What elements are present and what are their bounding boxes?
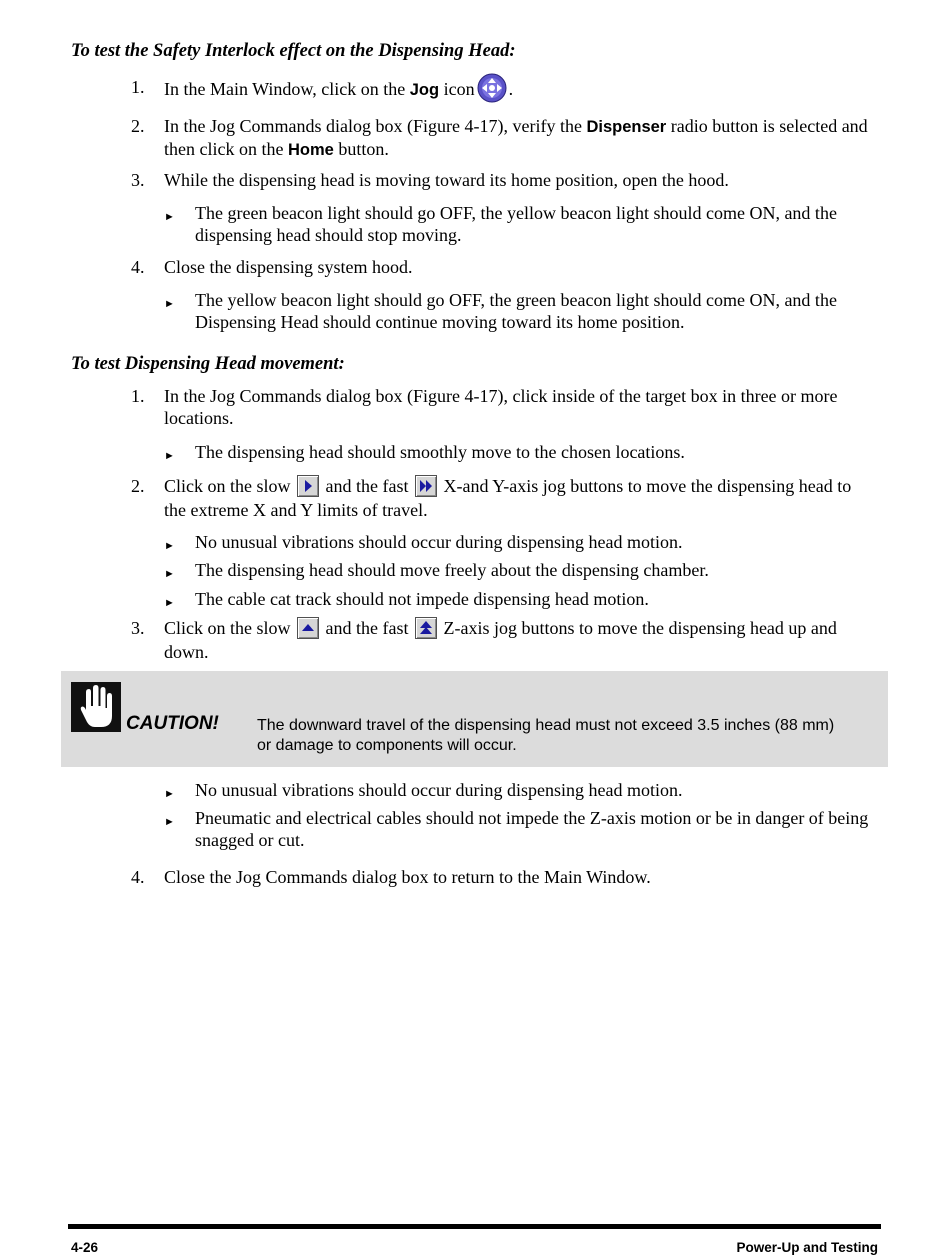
bullet-arrow-icon: ►	[164, 788, 175, 800]
step-number: 4.	[131, 867, 145, 887]
step-number: 2.	[131, 116, 145, 136]
page-number: 4-26	[71, 1240, 99, 1255]
step-number: 3.	[131, 618, 145, 638]
bullet-text: The dispensing head should smoothly move to the chosen locations.	[195, 442, 685, 462]
bullet-arrow-icon: ►	[164, 540, 175, 552]
step-text: Click on the slow and the fast Z-axis jog buttons to move the dispensing head up and down.	[164, 618, 837, 662]
fast-right-arrow-icon	[415, 475, 437, 497]
step-number: 4.	[131, 257, 145, 277]
hand-stop-icon	[71, 682, 121, 732]
bullet-arrow-icon: ►	[164, 450, 175, 462]
footer-rule	[68, 1224, 881, 1229]
caution-label: CAUTION!	[126, 713, 219, 734]
fast-up-arrow-icon	[415, 617, 437, 639]
bullet-text: The dispensing head should move freely about the dispensing chamber.	[195, 560, 709, 580]
footer-section-title: Power-Up and Testing	[736, 1240, 878, 1255]
jog-icon	[477, 73, 507, 103]
slow-right-arrow-icon	[297, 475, 319, 497]
step-text: Close the Jog Commands dialog box to return to the Main Window.	[164, 867, 651, 887]
step-text: Close the dispensing system hood.	[164, 257, 413, 277]
bullet-text: The cable cat track should not impede dispensing head motion.	[195, 589, 649, 609]
slow-up-arrow-icon	[297, 617, 319, 639]
bullet-text: The yellow beacon light should go OFF, the green beacon light should come ON, and the Dispensing Head should continue moving toward its home position.	[195, 290, 837, 332]
section-heading-head-movement: To test Dispensing Head movement:	[71, 354, 345, 374]
caution-text: The downward travel of the dispensing head must not exceed 3.5 inches (88 mm) or damage to components will occur.	[257, 717, 835, 754]
bullet-text: No unusual vibrations should occur during dispensing head motion.	[195, 780, 683, 800]
step-text: Click on the slow and the fast X-and Y-axis jog buttons to move the dispensing head to the extreme X and Y limits of travel.	[164, 476, 852, 520]
step-number: 1.	[131, 386, 145, 406]
step-text: While the dispensing head is moving toward its home position, open the hood.	[164, 170, 729, 190]
bullet-text: The green beacon light should go OFF, the yellow beacon light should come ON, and the dispensing head should stop moving.	[195, 203, 837, 245]
bullet-arrow-icon: ►	[164, 597, 175, 609]
bullet-arrow-icon: ►	[164, 211, 175, 223]
section-heading-safety-interlock: To test the Safety Interlock effect on the Dispensing Head:	[71, 41, 516, 61]
step-text: In the Main Window, click on the Jog icon .	[164, 76, 876, 106]
step-text: In the Jog Commands dialog box (Figure 4-17), click inside of the target box in three or more locations.	[164, 386, 838, 428]
step-number: 2.	[131, 476, 145, 496]
caution-box	[61, 671, 888, 767]
step-text: In the Jog Commands dialog box (Figure 4-17), verify the Dispenser radio button is selected and then click on the Home button.	[164, 116, 868, 159]
bullet-arrow-icon: ►	[164, 298, 175, 310]
bullet-arrow-icon: ►	[164, 568, 175, 580]
bullet-text: No unusual vibrations should occur during dispensing head motion.	[195, 532, 683, 552]
bullet-arrow-icon: ►	[164, 816, 175, 828]
step-number: 3.	[131, 170, 145, 190]
step-number: 1.	[131, 77, 145, 97]
bullet-text: Pneumatic and electrical cables should not impede the Z-axis motion or be in danger of being snagged or cut.	[195, 808, 869, 850]
